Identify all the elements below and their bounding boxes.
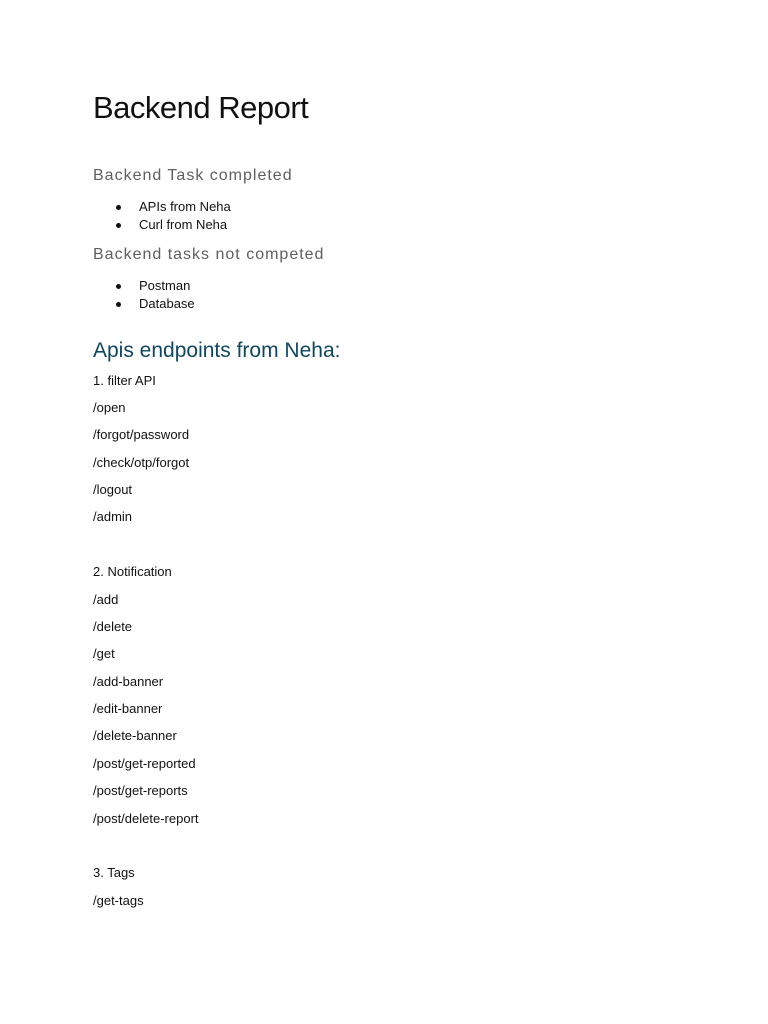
list-item: [93, 216, 231, 234]
endpoint-line: /check/otp/forgot: [93, 455, 190, 470]
endpoints-heading: Apis endpoints from Neha:: [93, 339, 341, 362]
completed-heading: Backend Task completed: [93, 167, 293, 184]
endpoint-line: /get: [93, 646, 115, 661]
endpoint-line: /add-banner: [93, 674, 164, 689]
list-item-text: Curl from Neha: [139, 217, 228, 232]
endpoint-line: /delete-banner: [93, 728, 177, 743]
bullet-icon: [116, 284, 121, 289]
list-item: [93, 277, 195, 295]
list-item-text: Postman: [139, 278, 191, 293]
endpoint-line: /forgot/password: [93, 427, 190, 442]
list-item-text: APIs from Neha: [139, 199, 231, 214]
not-completed-list: [93, 277, 195, 313]
endpoint-line: /delete: [93, 619, 133, 634]
endpoint-line: /edit-banner: [93, 701, 163, 716]
endpoint-line: /add: [93, 592, 119, 607]
endpoint-line: /post/delete-report: [93, 811, 199, 826]
list-item: [93, 295, 195, 313]
list-item-text: Database: [139, 296, 195, 311]
endpoint-line: /post/get-reported: [93, 756, 196, 771]
list-item: [93, 198, 231, 216]
bullet-icon: [116, 302, 121, 307]
endpoint-line: /admin: [93, 509, 133, 524]
endpoint-line: /get-tags: [93, 893, 144, 908]
bullet-icon: [116, 223, 121, 228]
section-tags: 3. Tags: [93, 865, 135, 880]
endpoint-line: /logout: [93, 482, 133, 497]
endpoint-line: /open: [93, 400, 126, 415]
section-filter-api: 1. filter API: [93, 373, 156, 388]
document-title: Backend Report: [93, 90, 309, 125]
section-notification: 2. Notification: [93, 564, 172, 579]
endpoint-line: /post/get-reports: [93, 783, 188, 798]
bullet-icon: [116, 205, 121, 210]
completed-list: [93, 198, 231, 234]
not-completed-heading: Backend tasks not competed: [93, 246, 325, 263]
